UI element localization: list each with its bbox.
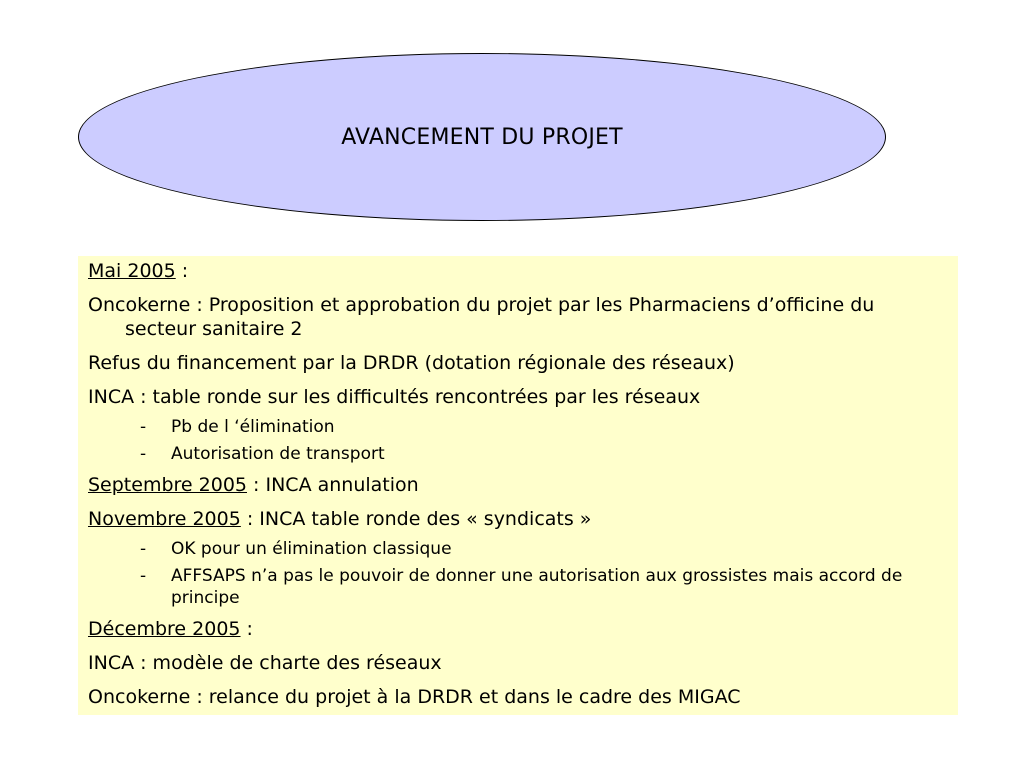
sub-item-text: Pb de l ‘élimination — [171, 417, 335, 437]
date-novembre-2005: Novembre 2005 — [88, 508, 241, 530]
content — [88, 259, 948, 719]
line-septembre-2005 — [88, 473, 948, 497]
dash: - — [140, 566, 147, 586]
line-inca-2: INCA : modèle de charte des réseaux — [88, 652, 442, 674]
sub-item-1b — [88, 443, 948, 465]
line-refus: Refus du financement par la DRDR (dotation régionale des réseaux) — [88, 352, 735, 374]
sub-item-text: Autorisation de transport — [171, 444, 385, 464]
line-oncokerne-1: Oncokerne : Proposition et approbation du projet par les Pharmaciens d’officine du secteur sanitaire 2 — [88, 294, 875, 340]
dash: - — [140, 417, 147, 437]
dash: - — [140, 539, 147, 559]
line-mai-rest: : — [175, 260, 189, 282]
line-novembre-2005 — [88, 507, 948, 531]
line-decembre-2005 — [88, 617, 948, 641]
sub-item-text: OK pour un élimination classique — [171, 539, 452, 559]
sub-item-text: AFFSAPS n’a pas le pouvoir de donner une autorisation aux grossistes mais accord de principe — [171, 566, 903, 608]
line-nov-rest: : INCA table ronde des « syndicats » — [240, 508, 592, 530]
sub-item-2b — [88, 565, 948, 609]
line-oncokerne-2: Oncokerne : relance du projet à la DRDR et dans le cadre des MIGAC — [88, 686, 741, 708]
line-mai-2005 — [88, 259, 948, 283]
line-sept-rest: : INCA annulation — [247, 474, 419, 496]
dash: - — [140, 444, 147, 464]
line-dec-rest: : — [240, 618, 253, 640]
date-decembre-2005: Décembre 2005 — [88, 618, 241, 640]
slide-title: AVANCEMENT DU PROJET — [341, 124, 623, 150]
date-mai-2005: Mai 2005 — [88, 260, 176, 282]
sub-item-1a — [88, 416, 948, 438]
line-inca-1: INCA : table ronde sur les difficultés rencontrées par les réseaux — [88, 386, 701, 408]
date-septembre-2005: Septembre 2005 — [88, 474, 247, 496]
sub-item-2a — [88, 538, 948, 560]
